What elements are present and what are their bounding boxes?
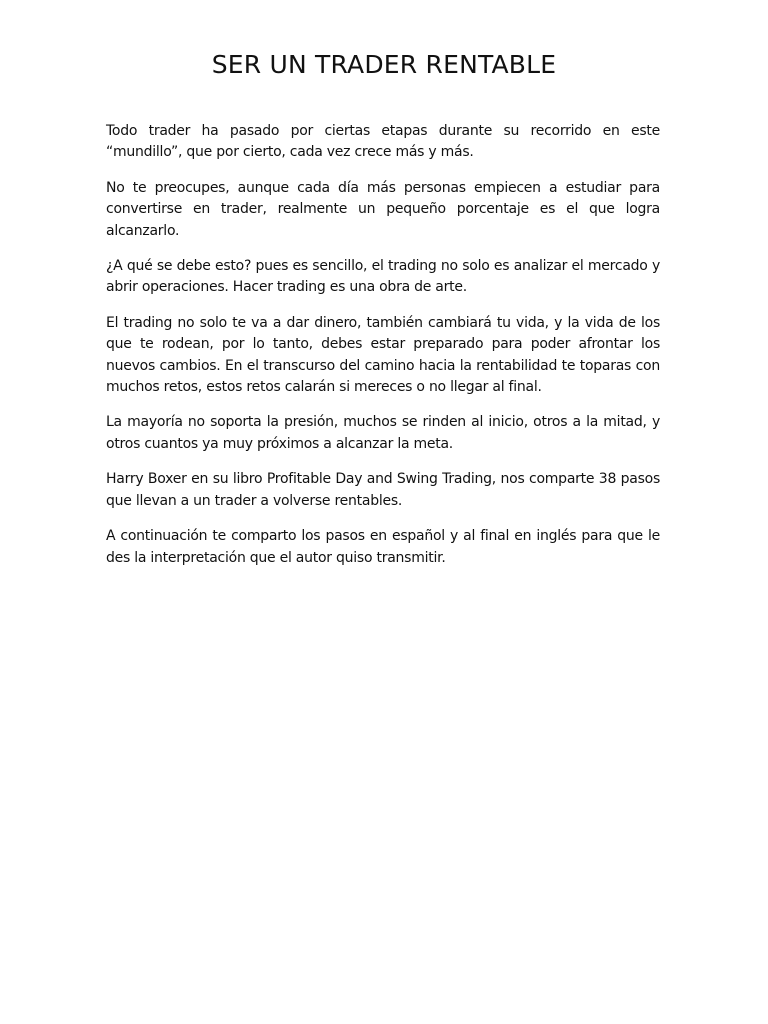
paragraph-4: El trading no solo te va a dar dinero, también cambiará tu vida, y la vida de los que te rodean, por lo tanto, debes estar preparado para poder afrontar los nuevos cambios. En el transcurso del camino hacia la rentabilidad te toparas con muchos retos, estos retos calarán si mereces o no llegar al final. xyxy=(106,314,660,396)
paragraph-2: No te preocupes, aunque cada día más personas empiecen a estudiar para convertirse en trader, realmente un pequeño porcentaje es el que logra alcanzarlo. xyxy=(106,179,660,239)
paragraph-6: Harry Boxer en su libro Profitable Day and Swing Trading, nos comparte 38 pasos que llevan a un trader a volverse rentables. xyxy=(106,471,660,509)
document-body xyxy=(106,121,660,569)
paragraph-3: ¿A qué se debe esto? pues es sencillo, el trading no solo es analizar el mercado y abrir operaciones. Hacer trading es una obra de arte. xyxy=(106,258,660,296)
page-title: SER UN TRADER RENTABLE xyxy=(211,50,557,79)
paragraph-7: A continuación te comparto los pasos en español y al final en inglés para que le des la interpretación que el autor quiso transmitir. xyxy=(106,528,660,566)
paragraph-1: Todo trader ha pasado por ciertas etapas durante su recorrido en este “mundillo”, que por cierto, cada vez crece más y más. xyxy=(106,123,660,161)
paragraph-5: La mayoría no soporta la presión, muchos se rinden al inicio, otros a la mitad, y otros cuantos ya muy próximos a alcanzar la meta. xyxy=(106,414,660,452)
